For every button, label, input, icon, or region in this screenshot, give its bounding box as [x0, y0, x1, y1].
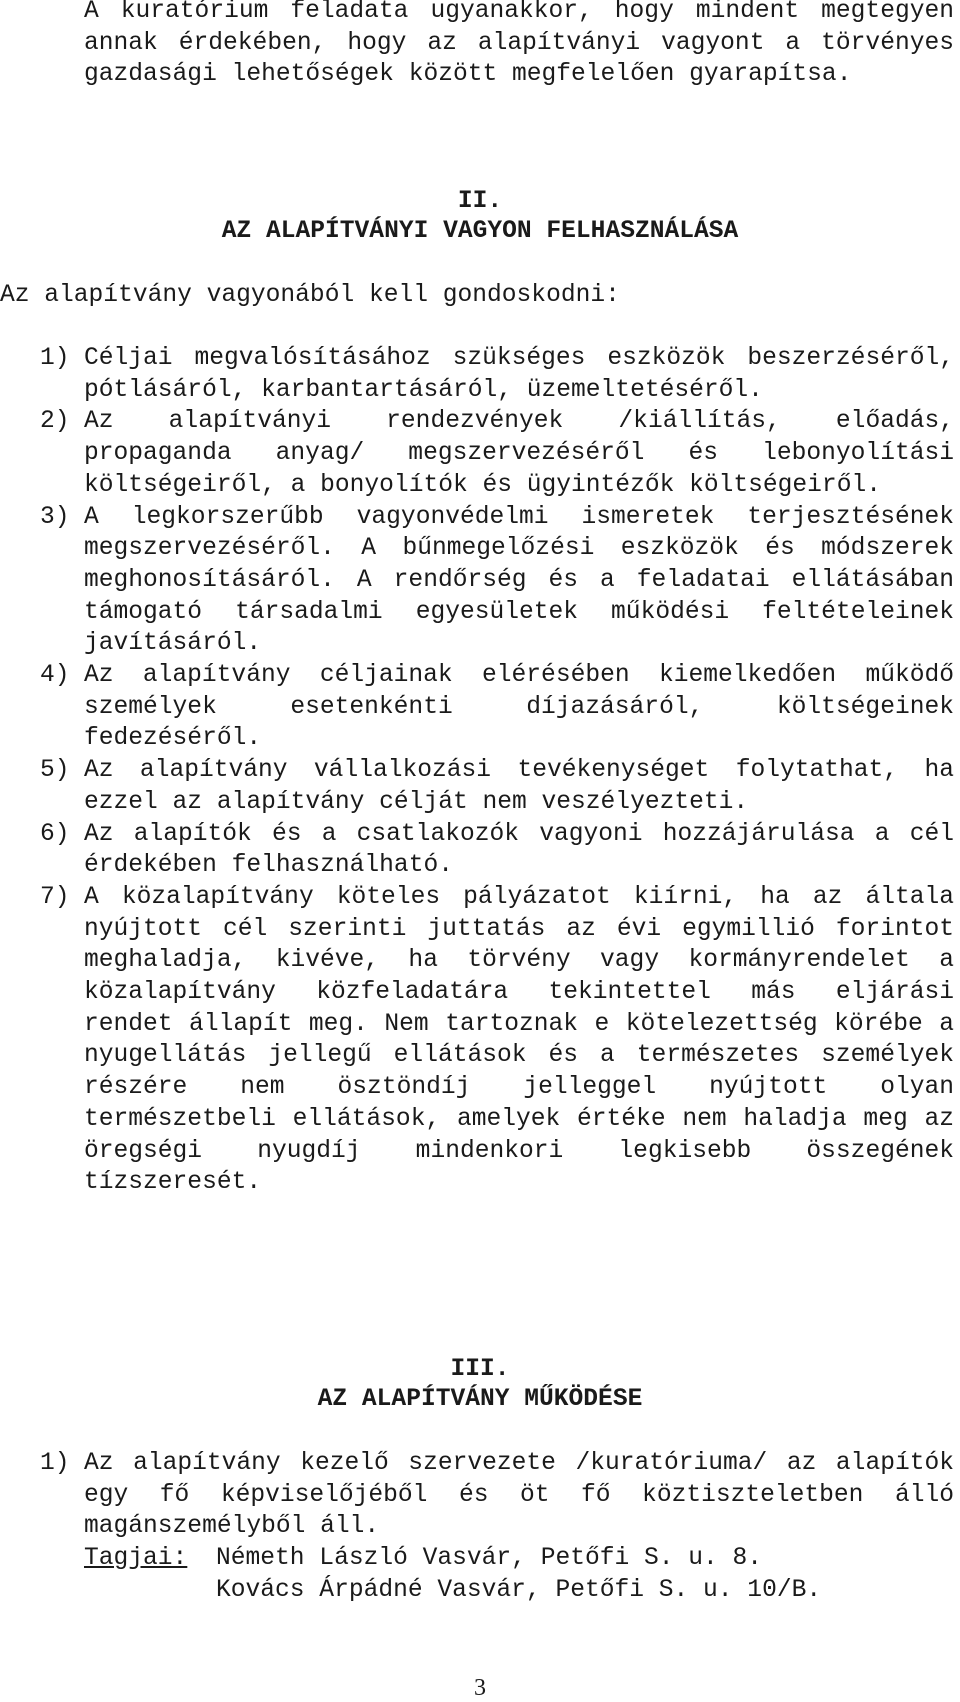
- page-number: 3: [474, 1675, 486, 1701]
- list-item: [0, 819, 954, 882]
- list-item-number: 5): [40, 757, 70, 785]
- section-2-title: AZ ALAPÍTVÁNYI VAGYON FELHASZNÁLÁSA: [221, 218, 739, 245]
- list-item: [0, 882, 954, 1199]
- list-item-number: 3): [40, 503, 70, 531]
- list-item: [0, 406, 954, 501]
- member-entry: Németh László Vasvár, Petőfi S. u. 8.: [216, 1545, 763, 1573]
- list-item: [0, 1448, 954, 1543]
- list-item: [0, 502, 954, 661]
- section-2-list: [0, 343, 960, 1199]
- list-item-text: A közalapítvány köteles pályázatot kiírni, ha az általa nyújtott cél szerinti juttatás az évi egymillió forintot meghaladja, kivéve, ha törvény vagy kormányrendelet a közalapítvány közfeladatára tekintettel más eljárási rendet állapít meg. Nem tartoznak e kötelezettség körébe a nyugellátás jellegű ellátások és a természetes személyek részére nem ösztöndíj jelleggel nyújtott olyan természetbeli ellátások, amelyek értéke nem haladja meg az öregségi nyugdíj mindenkori legkisebb összegének tízszeresét.: [84, 883, 954, 1197]
- section-2-number: II.: [457, 188, 503, 215]
- intro-paragraph: A kuratórium feladata ugyanakkor, hogy mindent megtegyen annak érdekében, hogy az alapítványi vagyont a törvényes gazdasági lehetőségek között megfelelően gyarapítsa.: [84, 0, 954, 89]
- list-item-number: 1): [40, 1450, 70, 1477]
- section-3-list: [0, 1448, 960, 1607]
- member-entry: Kovács Árpádné Vasvár, Petőfi S. u. 10/B.: [216, 1576, 822, 1604]
- list-item-text: Az alapítók és a csatlakozók vagyoni hozzájárulása a cél érdekében felhasználható.: [84, 820, 954, 880]
- list-item-text: Az alapítvány vállalkozási tevékenységet folytathat, ha ezzel az alapítvány célját nem veszélyezteti.: [84, 757, 954, 816]
- list-item-number: 2): [40, 408, 70, 436]
- section-3-title: AZ ALAPÍTVÁNY MŰKÖDÉSE: [317, 1386, 643, 1413]
- section-3-number: III.: [450, 1356, 510, 1383]
- list-item-text: Az alapítványi rendezvények /kiállítás, előadás, propaganda anyag/ megszervezéséről és lebonyolítási költségeiről, a bonyolítók és ügyintézők költségeiről.: [84, 408, 954, 499]
- board-members: [0, 1543, 960, 1606]
- list-item-number: 6): [40, 820, 70, 848]
- list-item-number: 1): [40, 345, 70, 372]
- list-item-text: Az alapítvány céljainak elérésében kiemelkedően működő személyek esetenkénti díjazásáról, költségeinek fedezéséről.: [84, 662, 954, 753]
- list-item-text: A legkorszerűbb vagyonvédelmi ismeretek terjesztésének megszervezéséről. A bűnmegelőzési eszközök és módszerek meghonosításáról. A rendőrség és a feladatai ellátásában támogató társadalmi egyesületek működési feltételeinek javításáról.: [84, 503, 954, 658]
- list-item-number: 4): [40, 662, 70, 690]
- list-item-text: Céljai megvalósításához szükséges eszközök beszerzéséről, pótlásáról, karbantartásáról, üzemeltetéséről.: [84, 345, 954, 404]
- list-item: [0, 660, 954, 755]
- member-row: [84, 1575, 960, 1607]
- members-label: Tagjai:: [84, 1545, 188, 1573]
- list-item: [0, 343, 954, 406]
- section-2-lead: Az alapítvány vagyonából kell gondoskodni:: [0, 282, 620, 309]
- member-row: [84, 1543, 960, 1575]
- list-item: [0, 755, 954, 818]
- list-item-text: Az alapítvány kezelő szervezete /kuratóriuma/ az alapítók egy fő képviselőjéből és öt fő köztiszteletben álló magánszemélyből áll.: [84, 1450, 954, 1541]
- list-item-number: 7): [40, 883, 70, 911]
